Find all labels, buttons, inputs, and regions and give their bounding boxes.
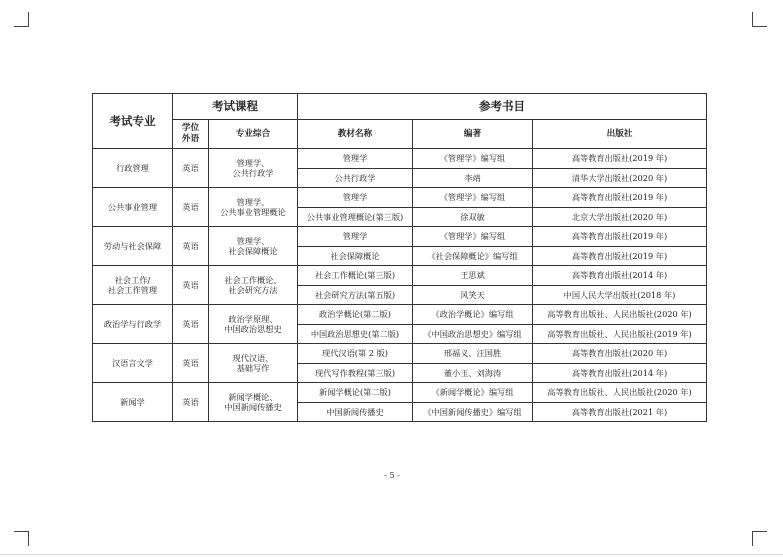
comprehensive-cell bbox=[209, 305, 298, 344]
editor-cell: 《中国政治思想史》编写组 bbox=[413, 324, 533, 344]
header-row-sub bbox=[93, 120, 707, 149]
major-line: 政治学与行政学 bbox=[103, 318, 162, 329]
page-bottom-edge bbox=[0, 554, 783, 555]
major-cell bbox=[93, 188, 173, 227]
comprehensive-line: 中国新闻传播史 bbox=[224, 402, 282, 412]
editor-cell: 《政治学概论》编写组 bbox=[413, 305, 533, 325]
publisher-cell: 高等教育出版社(2019 年) bbox=[533, 149, 707, 169]
editor-cell: 《管理学》编写组 bbox=[413, 227, 533, 247]
textbook-cell: 中国政治思想史(第二版) bbox=[298, 324, 413, 344]
publisher-cell: 清华大学出版社(2020 年) bbox=[533, 168, 707, 188]
major-line: 社会工作/ bbox=[114, 274, 151, 285]
editor-cell: 《社会保障概论》编写组 bbox=[413, 246, 533, 266]
comprehensive-line: 新闻学概论、 bbox=[228, 391, 278, 402]
textbook-cell: 社会保障概论 bbox=[298, 246, 413, 266]
major-cell bbox=[93, 227, 173, 266]
table-row bbox=[93, 305, 707, 325]
publisher-cell: 高等教育出版社(2014 年) bbox=[533, 266, 707, 286]
textbook-cell: 社会研究方法(第五版) bbox=[298, 285, 413, 305]
publisher-cell: 高等教育出版社(2019 年) bbox=[533, 246, 707, 266]
header-major: 考试专业 bbox=[93, 94, 173, 149]
editor-cell: 风笑天 bbox=[413, 285, 533, 305]
table-row bbox=[93, 227, 707, 247]
editor-cell: 董小玉、刘海涛 bbox=[413, 363, 533, 383]
comprehensive-line: 公共行政学 bbox=[232, 168, 274, 178]
comprehensive-line: 公共事业管理概论 bbox=[220, 207, 286, 217]
table-row bbox=[93, 344, 707, 364]
major-cell bbox=[93, 266, 173, 305]
crop-mark-top-right bbox=[752, 12, 767, 27]
major-line: 社会工作管理 bbox=[107, 285, 158, 295]
editor-cell: 《中国新闻传播史》编写组 bbox=[413, 402, 533, 422]
language-cell: 英语 bbox=[173, 344, 209, 383]
editor-cell: 《管理学》编写组 bbox=[413, 188, 533, 208]
major-cell bbox=[93, 383, 173, 422]
comprehensive-cell bbox=[209, 344, 298, 383]
comprehensive-line: 社会保障概论 bbox=[228, 246, 278, 256]
language-cell: 英语 bbox=[173, 266, 209, 305]
major-line: 新闻学 bbox=[120, 396, 145, 407]
publisher-cell: 高等教育出版社(2019 年) bbox=[533, 188, 707, 208]
page-number: - 5 - bbox=[384, 471, 400, 480]
textbook-cell: 中国新闻传播史 bbox=[298, 402, 413, 422]
header-degree-language-line1: 学位 bbox=[181, 123, 200, 134]
textbook-cell: 管理学 bbox=[298, 227, 413, 247]
publisher-cell: 北京大学出版社(2020 年) bbox=[533, 207, 707, 227]
comprehensive-cell bbox=[209, 188, 298, 227]
exam-reference-table bbox=[92, 93, 707, 422]
editor-cell: 李靖 bbox=[413, 168, 533, 188]
editor-cell: 邢福义、汪国胜 bbox=[413, 344, 533, 364]
language-cell: 英语 bbox=[173, 305, 209, 344]
major-cell bbox=[93, 344, 173, 383]
major-line: 公共事业管理 bbox=[107, 201, 158, 212]
editor-cell: 《新闻学概论》编写组 bbox=[413, 383, 533, 403]
textbook-cell: 现代汉语(第 2 版) bbox=[298, 344, 413, 364]
table-row bbox=[93, 383, 707, 403]
comprehensive-line: 社会工作概论、 bbox=[224, 274, 282, 285]
language-cell: 英语 bbox=[173, 383, 209, 422]
header-editor: 编著 bbox=[413, 120, 533, 149]
header-references: 参考书目 bbox=[298, 94, 707, 120]
major-cell bbox=[93, 305, 173, 344]
comprehensive-cell bbox=[209, 383, 298, 422]
textbook-cell: 社会工作概论(第三版) bbox=[298, 266, 413, 286]
editor-cell: 《管理学》编写组 bbox=[413, 149, 533, 169]
publisher-cell: 高等教育出版社(2020 年) bbox=[533, 344, 707, 364]
table-row bbox=[93, 149, 707, 169]
comprehensive-line: 现代汉语、 bbox=[232, 352, 274, 363]
crop-mark-bottom-left bbox=[14, 531, 29, 546]
header-exam-courses: 考试课程 bbox=[173, 94, 298, 120]
header-degree-language bbox=[173, 120, 209, 149]
textbook-cell: 管理学 bbox=[298, 188, 413, 208]
header-comprehensive: 专业综合 bbox=[209, 120, 298, 149]
crop-mark-bottom-right bbox=[752, 531, 767, 546]
comprehensive-line: 中国政治思想史 bbox=[224, 324, 282, 334]
comprehensive-line: 社会研究方法 bbox=[228, 285, 278, 295]
comprehensive-cell bbox=[209, 149, 298, 188]
textbook-cell: 管理学 bbox=[298, 149, 413, 169]
comprehensive-cell bbox=[209, 227, 298, 266]
table-row bbox=[93, 266, 707, 286]
editor-cell: 王思斌 bbox=[413, 266, 533, 286]
comprehensive-line: 管理学、 bbox=[236, 235, 270, 246]
publisher-cell: 高等教育出版社(2014 年) bbox=[533, 363, 707, 383]
publisher-cell: 高等教育出版社(2019 年) bbox=[533, 227, 707, 247]
language-cell: 英语 bbox=[173, 188, 209, 227]
comprehensive-line: 管理学、 bbox=[236, 157, 270, 168]
publisher-cell: 高等教育出版社、人民出版社(2020 年) bbox=[533, 305, 707, 325]
crop-mark-top-left bbox=[14, 12, 29, 27]
header-row-top bbox=[93, 94, 707, 120]
textbook-cell: 新闻学概论(第二版) bbox=[298, 383, 413, 403]
language-cell: 英语 bbox=[173, 149, 209, 188]
publisher-cell: 高等教育出版社、人民出版社(2020 年) bbox=[533, 383, 707, 403]
table-row bbox=[93, 188, 707, 208]
textbook-cell: 政治学概论(第二版) bbox=[298, 305, 413, 325]
editor-cell: 徐双敏 bbox=[413, 207, 533, 227]
publisher-cell: 高等教育出版社(2021 年) bbox=[533, 402, 707, 422]
header-degree-language-line2: 外语 bbox=[181, 134, 200, 144]
major-line: 劳动与社会保障 bbox=[103, 240, 162, 251]
header-textbook: 教材名称 bbox=[298, 120, 413, 149]
header-publisher: 出版社 bbox=[533, 120, 707, 149]
comprehensive-cell bbox=[209, 266, 298, 305]
comprehensive-line: 政治学原理、 bbox=[228, 313, 278, 324]
comprehensive-line: 基础写作 bbox=[236, 363, 270, 373]
major-line: 汉语言文学 bbox=[112, 357, 153, 368]
major-cell bbox=[93, 149, 173, 188]
textbook-cell: 公共行政学 bbox=[298, 168, 413, 188]
textbook-cell: 公共事业管理概论(第三版) bbox=[298, 207, 413, 227]
major-line: 行政管理 bbox=[116, 162, 149, 173]
publisher-cell: 中国人民大学出版社(2018 年) bbox=[533, 285, 707, 305]
textbook-cell: 现代写作教程(第三版) bbox=[298, 363, 413, 383]
publisher-cell: 高等教育出版社、人民出版社(2019 年) bbox=[533, 324, 707, 344]
comprehensive-line: 管理学、 bbox=[236, 196, 270, 207]
language-cell: 英语 bbox=[173, 227, 209, 266]
